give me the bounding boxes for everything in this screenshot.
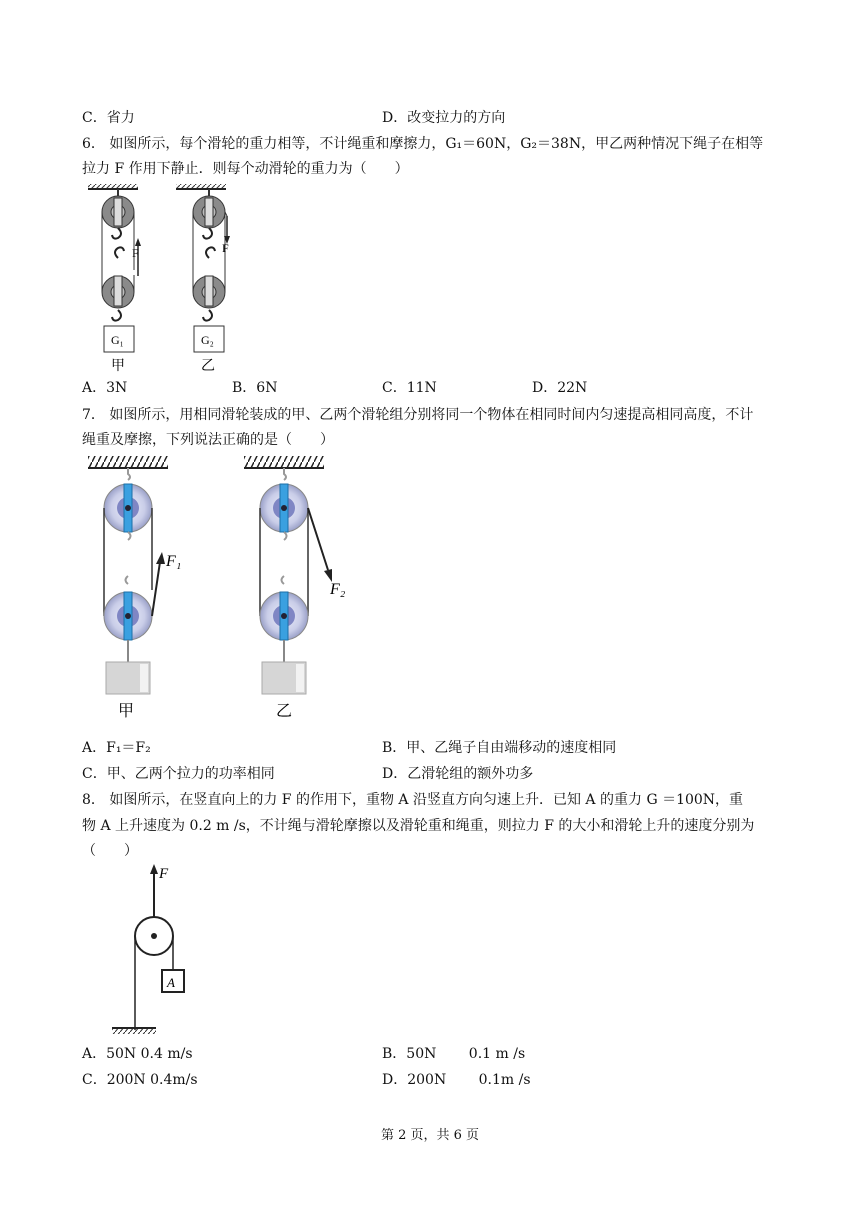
q6-option-b: B．6N	[232, 380, 278, 396]
q8-figure	[100, 858, 210, 1040]
q7-option-d: D．乙滑轮组的额外功多	[382, 766, 534, 782]
q6-pulley-system-b	[176, 184, 230, 352]
q6-weight-label-b: G₂	[201, 333, 214, 347]
q6-figure-label-b: 乙	[201, 358, 215, 374]
q5-option-d: D．改变拉力的方向	[382, 110, 506, 126]
q7-option-b: B．甲、乙绳子自由端移动的速度相同	[382, 740, 617, 756]
q7-pulley-system-a	[88, 456, 168, 694]
q8-option-a: A．50N 0.4 m/s	[82, 1046, 193, 1062]
q6-force-label-a: F	[132, 246, 139, 260]
q8-pulley-system	[112, 864, 184, 1034]
q7-option-c: C．甲、乙两个拉力的功率相同	[82, 766, 275, 782]
q6-figure	[80, 180, 270, 375]
q8-option-d: D．200N 0.1m /s	[382, 1072, 531, 1088]
q6-stem-line1: 6． 如图所示，每个滑轮的重力相等，不计绳重和摩擦力，G₁＝60N，G₂＝38N，甲乙两种情况下绳子在相等	[82, 136, 764, 152]
page-footer: 第 2 页，共 6 页	[380, 1128, 480, 1143]
q8-force-label: F	[159, 866, 169, 882]
q8-option-c: C．200N 0.4m/s	[82, 1072, 198, 1088]
q8-stem-line1: 8． 如图所示，在竖直向上的力 F 的作用下，重物 A 沿竖直方向匀速上升．已知 A 的重力 G ＝100N，重	[82, 792, 744, 808]
q8-weight-label: A	[167, 975, 175, 990]
q7-option-a: A．F₁＝F₂	[82, 740, 151, 756]
q6-stem-line2: 拉力 F 作用下静止．则每个动滑轮的重力为（ ）	[82, 161, 409, 177]
q8-stem-line2: 物 A 上升速度为 0.2 m /s，不计绳与滑轮摩擦以及滑轮重和绳重，则拉力 F 的大小和滑轮上升的速度分别为	[82, 818, 755, 834]
q8-option-b: B．50N 0.1 m /s	[382, 1046, 526, 1062]
q6-weight-label-a: G₁	[111, 333, 124, 347]
q7-stem-line1: 7． 如图所示，用相同滑轮装成的甲、乙两个滑轮组分别将同一个物体在相同时间内匀速提高相同高度，不计	[82, 407, 754, 423]
q6-force-label-b: F	[222, 241, 229, 255]
q7-figure-label-a: 甲	[118, 701, 135, 720]
q7-figure-label-b: 乙	[276, 701, 293, 720]
q7-force-label-a: F₁	[166, 553, 182, 570]
q6-option-d: D．22N	[532, 380, 588, 396]
q6-figure-label-a: 甲	[111, 358, 125, 374]
q7-figure	[80, 450, 380, 722]
q7-pulley-system-b	[244, 456, 332, 694]
q6-option-c: C．11N	[382, 380, 437, 396]
q6-pulley-system-a	[88, 184, 141, 352]
q8-stem-line3: （ ）	[82, 843, 138, 859]
q7-stem-line2: 绳重及摩擦，下列说法正确的是（ ）	[82, 432, 334, 448]
q7-force-label-b: F₂	[330, 581, 346, 598]
q5-option-c: C．省力	[82, 110, 135, 126]
q6-option-a: A．3N	[82, 380, 128, 396]
